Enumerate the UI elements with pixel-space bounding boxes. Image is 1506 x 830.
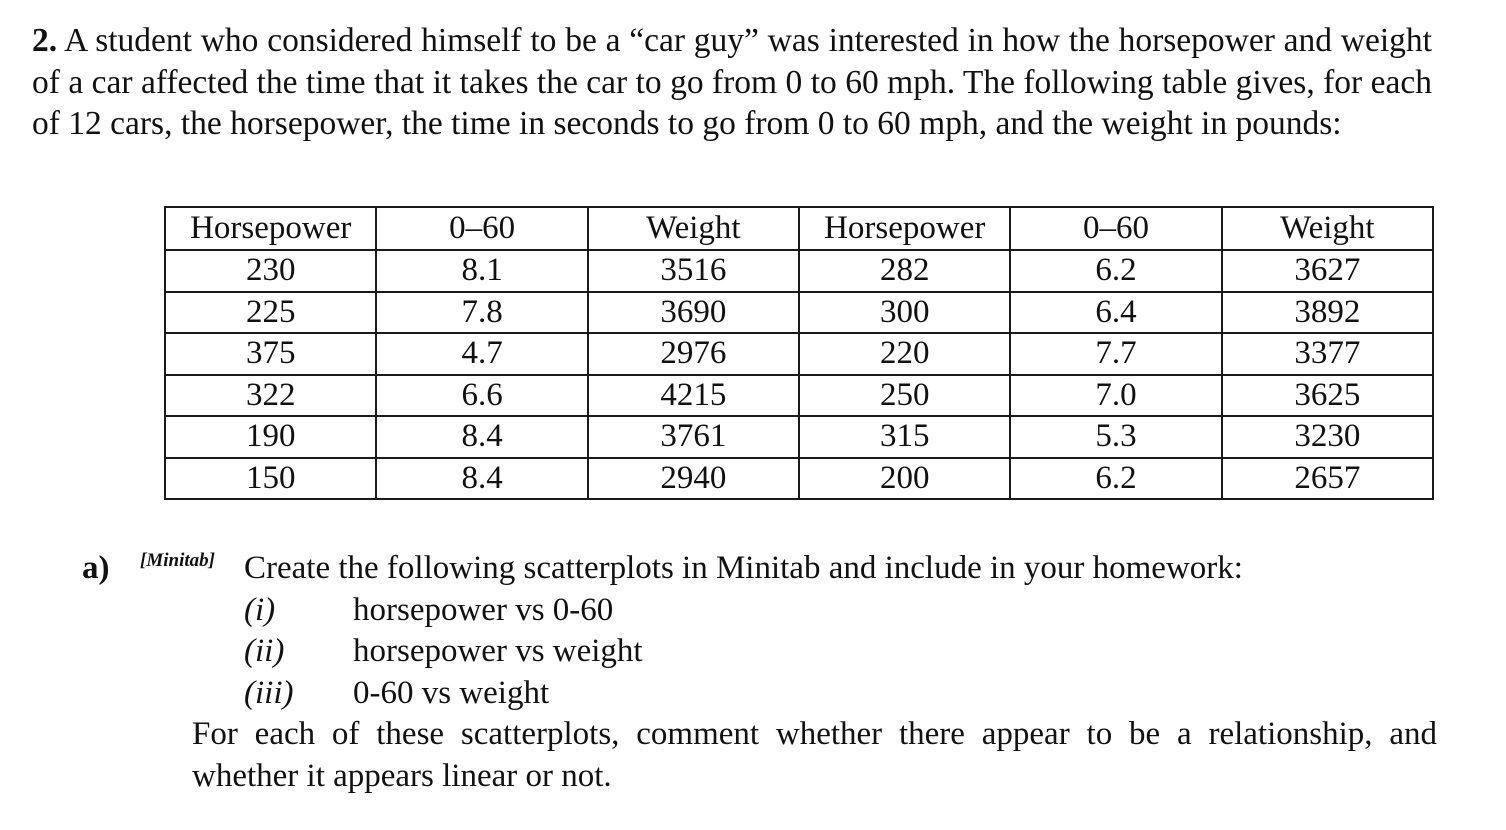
table-cell: 322 (165, 375, 376, 417)
table-row (165, 292, 1433, 334)
list-item-text: 0-60 vs weight (353, 674, 550, 711)
table-cell: 315 (799, 416, 1010, 458)
table-cell: 220 (799, 333, 1010, 375)
table-header-row (165, 207, 1433, 250)
minitab-tag: [Minitab] (140, 550, 215, 571)
problem-statement (32, 20, 1432, 145)
part-a-instruction: Create the following scatterplots in Minitab and include in your homework: (244, 550, 1243, 586)
list-item-text: horsepower vs 0-60 (353, 591, 614, 628)
table-cell: 6.4 (1010, 292, 1221, 334)
list-item-text: horsepower vs weight (353, 633, 643, 669)
list-item (82, 673, 1442, 715)
header-weight: Weight (588, 207, 799, 250)
header-horsepower: Horsepower (165, 207, 376, 250)
list-item-number: (ii) (244, 633, 285, 669)
table-row (165, 375, 1433, 417)
scatterplot-list (82, 590, 1442, 715)
table-cell: 4.7 (376, 333, 587, 375)
part-a-label: a) (82, 550, 110, 586)
table-cell: 250 (799, 375, 1010, 417)
table-cell: 6.6 (376, 375, 587, 417)
problem-number: 2. (32, 22, 58, 59)
table-cell: 375 (165, 333, 376, 375)
header-weight: Weight (1222, 207, 1433, 250)
part-a (82, 540, 1442, 797)
table-cell: 300 (799, 292, 1010, 334)
header-zero-sixty: 0–60 (376, 207, 587, 250)
table-row (165, 458, 1433, 500)
car-data-table (164, 206, 1434, 500)
header-zero-sixty: 0–60 (1010, 207, 1221, 250)
table-cell: 190 (165, 416, 376, 458)
problem-intro-text: A student who considered himself to be a “car guy” was interested in how the horsepower and weight of a car affected the time that it takes the car to go from 0 to 60 mph. The following table gives, for each of 12 cars, the horsepower, the time in seconds to go from 0 to 60 mph, and the weight in pounds: (32, 22, 1432, 142)
part-a-heading (82, 540, 1442, 590)
list-item-number: (iii) (244, 674, 294, 711)
table-cell: 7.0 (1010, 375, 1221, 417)
table-cell: 230 (165, 250, 376, 292)
table-cell: 150 (165, 458, 376, 500)
table-cell: 3761 (588, 416, 799, 458)
table-cell: 282 (799, 250, 1010, 292)
table-cell: 225 (165, 292, 376, 334)
table-cell: 3377 (1222, 333, 1433, 375)
part-a-followup: For each of these scatterplots, comment whether there appear to be a relationship, and whether it appears linear or not. (192, 716, 1437, 794)
table-cell: 7.7 (1010, 333, 1221, 375)
table-cell: 2657 (1222, 458, 1433, 500)
table-cell: 3892 (1222, 292, 1433, 334)
header-horsepower: Horsepower (799, 207, 1010, 250)
table-row (165, 333, 1433, 375)
table-row (165, 250, 1433, 292)
table-cell: 5.3 (1010, 416, 1221, 458)
table-row (165, 416, 1433, 458)
table-cell: 3625 (1222, 375, 1433, 417)
table-cell: 3690 (588, 292, 799, 334)
table-cell: 7.8 (376, 292, 587, 334)
table-cell: 6.2 (1010, 458, 1221, 500)
table-cell: 2976 (588, 333, 799, 375)
list-item (82, 590, 1442, 632)
table-cell: 8.4 (376, 416, 587, 458)
table-cell: 3627 (1222, 250, 1433, 292)
table-cell: 4215 (588, 375, 799, 417)
table-cell: 8.4 (376, 458, 587, 500)
table-cell: 3516 (588, 250, 799, 292)
list-item (82, 631, 1442, 673)
table-cell: 200 (799, 458, 1010, 500)
list-item-number: (i) (244, 591, 276, 628)
table-cell: 6.2 (1010, 250, 1221, 292)
table-cell: 3230 (1222, 416, 1433, 458)
table-cell: 8.1 (376, 250, 587, 292)
table-cell: 2940 (588, 458, 799, 500)
